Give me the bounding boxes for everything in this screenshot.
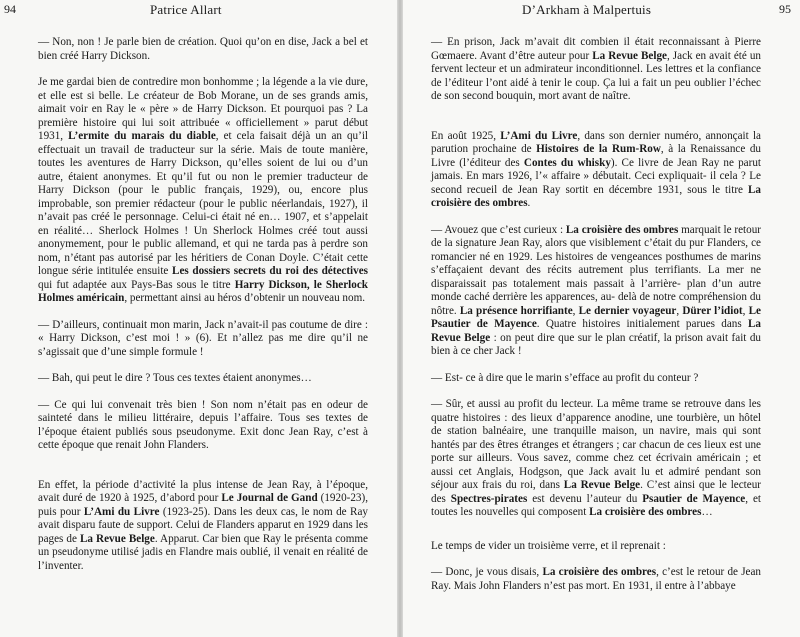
text-run: qui fut adaptée aux Pays-Bas sous le titre [38, 278, 235, 291]
paragraph [431, 540, 761, 554]
paragraph [431, 224, 761, 359]
paragraph [38, 372, 368, 386]
text-run: — Non, non ! Je parle bien de création. Quoi qu’on en dise, Jack a bel et bien créé Harry Dickson. [38, 36, 368, 62]
running-head: Patrice Allart [150, 2, 222, 17]
text-run: , et cela faisait déjà un an qu’il effectuait un travail de traducteur sur la série. Mais de toute manière, toutes les aventures de Harry Dickson, qu’elles soient de lui ou d’un autre, étaient anonymes. Et qu’il fut ou non le premier traducteur de Harry Dickson (pour le public français, 1929), ou, encore plus improbable, son premier rédacteur (pour le public néerlandais, 1927), il n’avait pas créé le personnage. Celui-ci était né en… 1907, et s’appelait en réalité… Sherlock Holmes ! Un Sherlock Holmes créé tout aussi anonymement, pour le public allemand, et qui ne tarda pas à perdre son nom, n’étant pas autorisé par les héritiers de Conan Doyle. C’était cette longue série intitulée ensuite [38, 130, 369, 277]
text-run: . Quatre histoires initialement parues dans [536, 318, 748, 330]
text-run: — D’ailleurs, continuait mon marin, Jack n’avait-il pas coutume de dire : « Harry Dickson, c’est moi ! » (6). Et n’allez pas me dire qu’il ne s’agissait que d’une simple formule ! [38, 318, 368, 358]
text-run: . [527, 197, 531, 209]
right-page [403, 0, 800, 637]
text-run: — Sûr, et aussi au profit du lecteur. La même trame se retrouve dans les quatre histoires : des lieux d’apparence anodine, une tourbière, un hôtel de station balnéaire, une tranquille maison, un navire, mais qui sont hantés par des êtres étranges et étrangers ; car chacun de ces lieux est une porte sur ailleurs. Vous savez, comme chez cet écrivain américain ; et aussi cet Anglais, Hodgson, que Jack avait lu et admiré pendant son séjour aux frais du roi, dans [431, 398, 761, 491]
title-reference: Le Psautier de Mayence [431, 304, 761, 330]
title-reference: La croisière des ombres [565, 223, 679, 236]
title-reference: Contes du whisky [523, 156, 611, 169]
text-run: , Jack en avait été un fervent lecteur et un admirateur inconditionnel. Les lettres et la confiance de l’éditeur l’ont aidé à tenir le coup. Ça lui a fait un peu oublier l’échec de son second bouquin, mort avant de naître. [431, 49, 761, 102]
text-run: , [676, 304, 683, 317]
text-run: — Avouez que c’est curieux : [431, 223, 566, 236]
title-reference: La Revue Belge [563, 479, 641, 491]
left-page [0, 0, 397, 637]
title-reference: Les dossiers secrets du roi des détectives [172, 265, 369, 277]
text-run: — Ce qui lui convenait très bien ! Son nom n’était pas en odeur de sainteté dans le milieu littéraire, depuis l’affaire. Tous ses textes de l’époque étaient publiés sous pseudonyme. Exit donc Jean Ray, c’est à cette époque que renait John Flanders. [38, 398, 368, 451]
text-run: , à la Renaissance du Livre (l’éditeur des [431, 143, 761, 169]
text-run: marquait le retour de la signature Jean Ray, alors que visiblement c’était du pur Flanders, ce romancier né en 1929. Les histoires de vengeances posthumes de marins s’effaçaient devant des récits autrement plus terrifiants. La mer ne disparaissait pas totalement mais passait à l’arrière- plan d’un autre monde caché derrière les apparences, au- delà de notre compréhension du nôtre. [431, 223, 761, 317]
title-reference: La croisière des ombres [431, 183, 761, 209]
text-run: — Est- ce à dire que le marin s’efface au profit du conteur ? [431, 371, 699, 384]
text-run: , dans son dernier numéro, annonçait la parution prochaine de [431, 129, 761, 155]
title-reference: L’ermite du marais du diable [68, 130, 216, 142]
text-run: est devenu l’auteur du [527, 492, 643, 505]
title-reference: L’Ami du Livre [500, 129, 578, 142]
text-run: , [742, 304, 749, 317]
paragraph [38, 319, 368, 360]
paragraph [38, 479, 368, 574]
title-reference: Histoires de la Rum-Row [536, 143, 661, 155]
title-reference: Dürer l’idiot [682, 304, 743, 317]
text-run: : on peut dire que sur le plan créatif, la prison avait fait du bien à ce cher Jack ! [431, 331, 761, 357]
paragraph [431, 130, 761, 211]
title-reference: Spectres-pirates [450, 492, 528, 505]
title-reference: Harry Dickson, le Sherlock Holmes américain [38, 278, 368, 304]
text-run: — Donc, je vous disais, [431, 566, 543, 578]
title-reference: Le dernier voyageur [578, 304, 677, 317]
title-reference: L’Ami du Livre [83, 505, 160, 518]
text-run: … [701, 506, 713, 518]
title-reference: La croisière des ombres [589, 506, 702, 518]
paragraph [431, 36, 761, 104]
page-text [38, 36, 368, 573]
paragraph [38, 76, 368, 306]
text-run: ). Ce livre de Jean Ray ne parut jamais. En mars 1926, l’« affaire » débutait. Ceci expliquait- il cela ? Le second recueil de Jean Ray sortit en décembre 1931, sous le titre [431, 156, 761, 196]
text-run: . C’est ainsi que le lecteur des [431, 479, 761, 505]
text-run: En effet, la période d’activité la plus intense de Jean Ray, à l’époque, avait duré de 1920 à 1925, d’abord pour [38, 478, 368, 504]
page-text [431, 36, 761, 593]
paragraph [431, 372, 761, 386]
text-run: , c’est le retour de Jean Ray. Mais John Flanders n’est pas mort. En 1931, il entre à l’abbaye [431, 566, 761, 592]
title-reference: La Revue Belge [592, 49, 667, 62]
title-reference: La présence horrifiante [459, 304, 573, 317]
paragraph [431, 566, 761, 593]
title-reference: La croisière des ombres [542, 566, 657, 578]
paragraph [38, 399, 368, 453]
paragraph [431, 398, 761, 520]
text-run: , et toutes les nouvelles qui composent [431, 492, 761, 518]
page-number: 94 [4, 2, 16, 16]
text-run: , [572, 304, 579, 317]
text-run: — En prison, Jack m’avait dit combien il était reconnaissant à Pierre Gœmaere. Avant d’être auteur pour [431, 36, 761, 62]
running-head: D’Arkham à Malpertuis [522, 2, 652, 17]
text-run: En août 1925, [431, 129, 501, 142]
page-number: 95 [779, 2, 791, 16]
title-reference: La Revue Belge [80, 532, 155, 545]
title-reference: Psautier de Mayence [642, 492, 746, 505]
text-run: (1920-23), puis pour [38, 492, 368, 518]
title-reference: Le Journal de Gand [221, 492, 318, 504]
text-run: — Bah, qui peut le dire ? Tous ces textes étaient anonymes… [38, 372, 312, 384]
text-run: Le temps de vider un troisième verre, et il reprenait : [431, 539, 666, 552]
text-run: Je me gardai bien de contredire mon bonhomme ; la légende a la vie dure, et elle est si belle. Le créateur de Bob Morane, un de ses grands amis, aimait voir en Ray le « père » de Harry Dickson. Et pourquoi pas ? La première histoire qui lui soit attribuée « officiellement » parut début 1931, [38, 76, 368, 142]
text-run: , permettant ainsi au héros d’obtenir un nouveau nom. [124, 292, 366, 304]
text-run: . Apparut. Car bien que Ray le présenta comme un pseudonyme utilisé jadis en Flandre mais oublié, il venait en réalité de l’inventer. [38, 532, 368, 572]
paragraph [38, 36, 368, 63]
text-run: (1923-25). Dans les deux cas, le nom de Ray avait disparu faute de support. Celui de Flanders apparut en 1929 dans les pages de [38, 505, 368, 545]
title-reference: La Revue Belge [431, 318, 761, 344]
